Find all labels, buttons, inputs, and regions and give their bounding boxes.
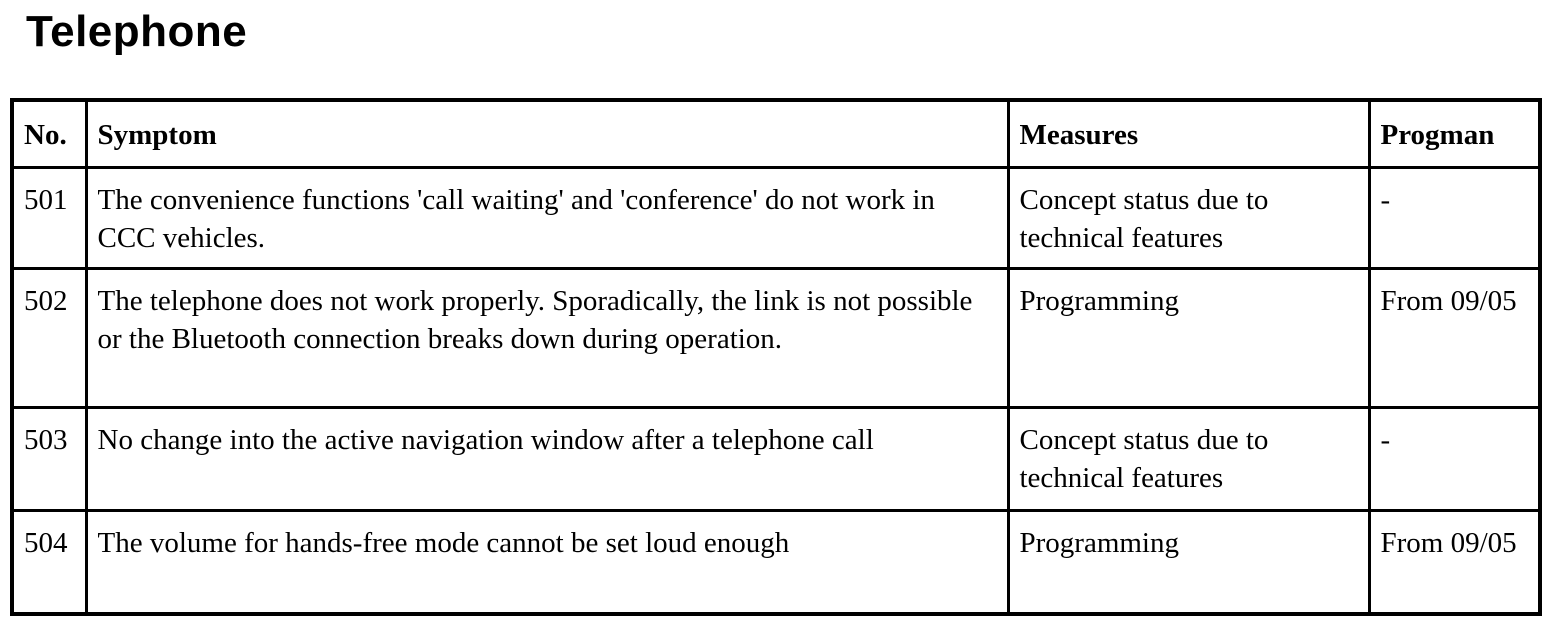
row-number: 504: [12, 511, 86, 615]
measures-cell: Concept status due to technical features: [1008, 168, 1369, 269]
table-row: [12, 511, 1540, 615]
column-header-symptom: Symptom: [86, 100, 1008, 168]
row-number: 502: [12, 269, 86, 408]
measures-cell: Programming: [1008, 269, 1369, 408]
symptom-cell: The volume for hands-free mode cannot be set loud enough: [86, 511, 1008, 615]
table-row: [12, 168, 1540, 269]
progman-cell: From 09/05: [1369, 269, 1540, 408]
progman-cell: From 09/05: [1369, 511, 1540, 615]
column-header-no: No.: [12, 100, 86, 168]
symptom-cell: No change into the active navigation window after a telephone call: [86, 408, 1008, 511]
row-number: 501: [12, 168, 86, 269]
column-header-progman: Progman: [1369, 100, 1540, 168]
column-header-measures: Measures: [1008, 100, 1369, 168]
row-number: 503: [12, 408, 86, 511]
symptom-table: [10, 98, 1542, 616]
progman-cell: -: [1369, 408, 1540, 511]
measures-cell: Programming: [1008, 511, 1369, 615]
symptom-cell: The convenience functions 'call waiting' and 'conference' do not work in CCC vehicles.: [86, 168, 1008, 269]
table-row: [12, 408, 1540, 511]
table-header-row: [12, 100, 1540, 168]
symptom-cell: The telephone does not work properly. Sporadically, the link is not possible or the Bluetooth connection breaks down during operation.: [86, 269, 1008, 408]
measures-cell: Concept status due to technical features: [1008, 408, 1369, 511]
progman-cell: -: [1369, 168, 1540, 269]
page-title: Telephone: [26, 7, 248, 56]
table-row: [12, 269, 1540, 408]
